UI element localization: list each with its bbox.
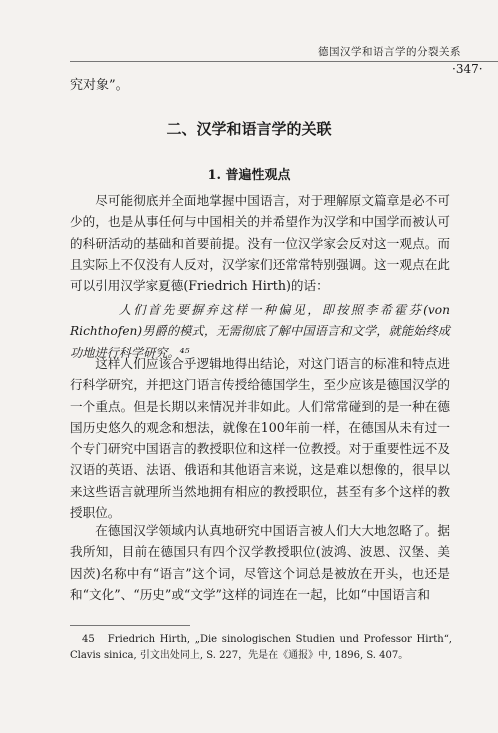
subsection-title: 1. 普遍性观点 — [207, 168, 291, 183]
block-quote: 人们首先要摒弃这样一种偏见，即按照李希霍芬(von Richthofen)男爵的模式，无需彻底了解中国语言和文学，就能始终成功地进行科学研究。⁴⁵ — [70, 303, 450, 360]
page-number: ·347· — [452, 62, 483, 76]
footnote-45: 45 Friedrich Hirth, „Die sinologischen Studien und Professor Hirth“, Clavis sinica, 引文出处同上, S. 227，先是在《通报》中, 1896, S. 407。 — [70, 634, 452, 661]
footnote-rule — [70, 625, 190, 626]
header-rule — [70, 61, 498, 62]
running-head: 德国汉学和语言学的分裂关系 — [318, 46, 461, 58]
continued-text: 究对象”。 — [70, 78, 129, 93]
paragraph-2: 这样人们应该合乎逻辑地得出结论，对这门语言的标准和特点进行科学研究，并把这门语言传授给德国学生，至少应该是德国汉学的一个重点。但是长期以来情况并非如此。人们常常碰到的是一种在德国历史悠久的观念和想法，就像在100年前一样，在德国从未有过一个专门研究中国语言的教授职位和这样一位教授。对于重要性远不及汉语的英语、法语、俄语和其他语言来说，这是难以想像的，很早以来这些语言就理所当然地拥有相应的教授职位，甚至有多个这样的教授职位。 — [70, 356, 450, 521]
paragraph-1: 尽可能彻底并全面地掌握中国语言，对于理解原文篇章是必不可少的，也是从事任何与中国相关的并希望作为汉学和中国学而被认可的科研活动的基础和首要前提。没有一位汉学家会反对这一观点。而且实际上不仅没有人反对，汉学家们还常常特别强调。这一观点在此可以引用汉学家夏德(Friedrich Hirth)的话： — [70, 193, 450, 294]
section-title: 二、汉学和语言学的关联 — [166, 120, 332, 138]
paragraph-3: 在德国汉学领域内认真地研究中国语言被人们大大地忽略了。据我所知，目前在德国只有四个汉学教授职位(波鸿、波恩、汉堡、美因茨)名称中有“语言”这个词，尽管这个词总是被放在开头，也还是和“文化”、“历史”或“文学”这样的词连在一起，比如“中国语言和 — [70, 523, 450, 602]
